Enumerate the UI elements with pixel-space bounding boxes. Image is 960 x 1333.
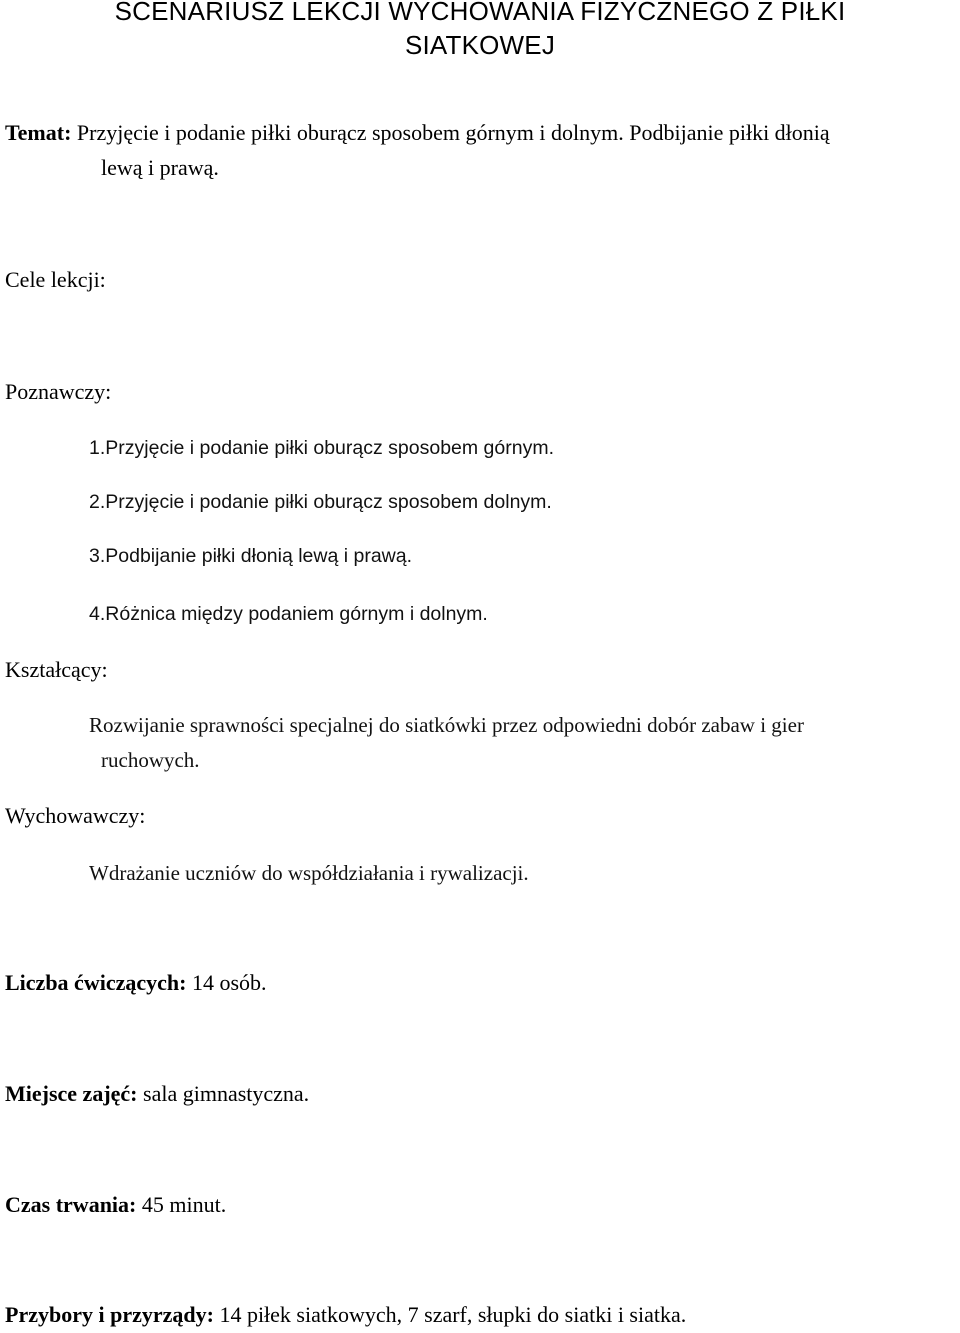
document-title [0, 0, 960, 62]
duration-label: Czas trwania: [5, 1192, 137, 1217]
topic-label: Temat: [5, 120, 72, 145]
formative-heading: Kształcący: [5, 657, 108, 682]
topic-text-continued: lewą i prawą. [101, 155, 219, 180]
venue-value: sala gimnastyczna. [143, 1081, 310, 1106]
equipment-value: 14 piłek siatkowych, 7 szarf, słupki do siatki i siatka. [219, 1302, 687, 1327]
title-line-1: SCENARIUSZ LEKCJI WYCHOWANIA FIZYCZNEGO Z PIŁKI [114, 0, 846, 26]
cognitive-item-4: 4.Różnica między podaniem górnym i dolnym. [89, 603, 488, 625]
venue-line [5, 1077, 309, 1111]
duration-line [5, 1188, 226, 1222]
venue-label: Miejsce zajęć: [5, 1081, 138, 1106]
equipment-line [5, 1298, 686, 1332]
cognitive-item-3: 3.Podbijanie piłki dłonią lewą i prawą. [89, 545, 413, 567]
duration-value: 45 minut. [141, 1192, 227, 1217]
equipment-label: Przybory i przyrządy: [5, 1302, 214, 1327]
title-line-2: SIATKOWEJ [404, 30, 556, 60]
formative-text: Rozwijanie sprawności specjalnej do siatkówki przez odpowiedni dobór zabaw i gier [89, 713, 804, 737]
educational-heading: Wychowawczy: [5, 803, 146, 828]
cognitive-heading: Poznawczy: [5, 379, 112, 404]
goals-heading: Cele lekcji: [5, 267, 106, 292]
participants-value: 14 osób. [191, 970, 267, 995]
participants-label: Liczba ćwiczących: [5, 970, 187, 995]
topic-line [5, 116, 830, 150]
participants-line [5, 966, 267, 1000]
topic-text: Przyjęcie i podanie piłki oburącz sposobem górnym i dolnym. Podbijanie piłki dłonią [76, 120, 830, 145]
cognitive-item-1: 1.Przyjęcie i podanie piłki oburącz sposobem górnym. [89, 437, 554, 459]
cognitive-item-2: 2.Przyjęcie i podanie piłki oburącz sposobem dolnym. [89, 491, 552, 513]
formative-text-continued: ruchowych. [101, 748, 200, 772]
educational-text: Wdrażanie uczniów do współdziałania i rywalizacji. [89, 861, 529, 885]
